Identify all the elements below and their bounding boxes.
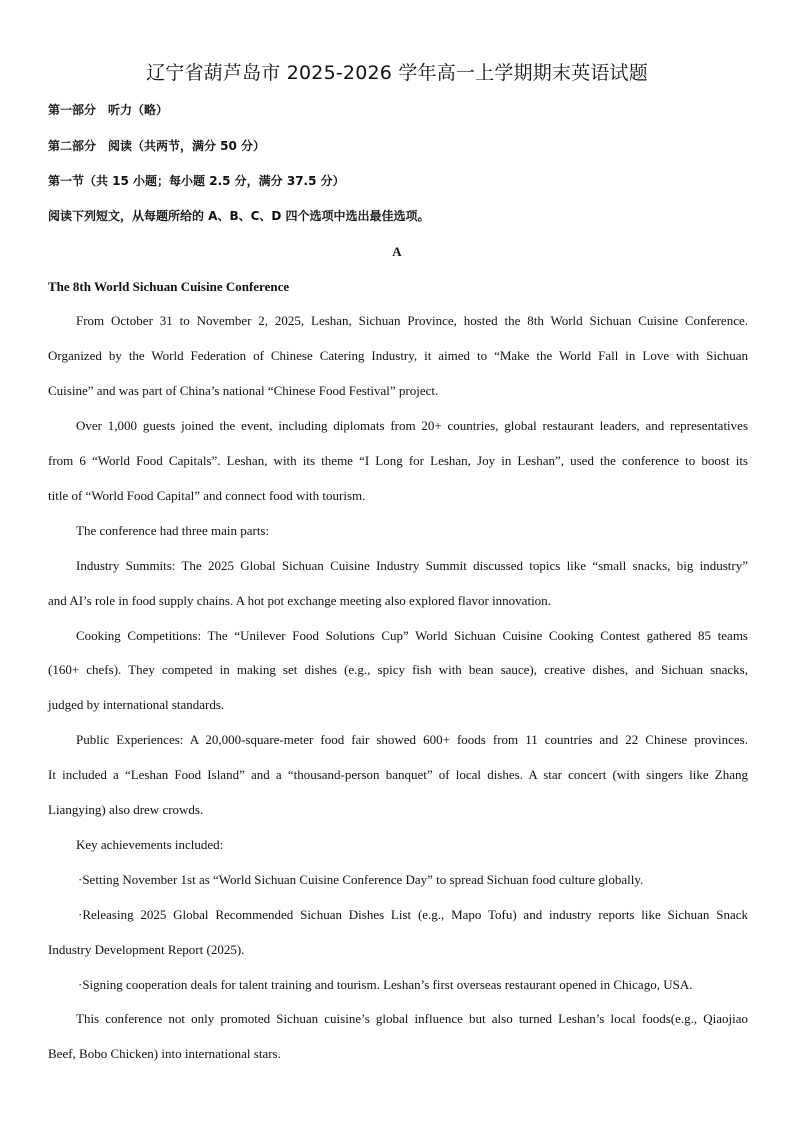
passage-line: from 6 “World Food Capitals”. Leshan, with its theme “I Long for Leshan, Joy in Leshan”, used the conference to boost its xyxy=(48,453,748,468)
passage-line: Beef, Bobo Chicken) into international stars. xyxy=(48,1046,281,1061)
passage-line: (160+ chefs). They competed in making set dishes (e.g., spicy fish with bean sauce), creative dishes, and Sichuan snacks, xyxy=(48,662,748,677)
passage-line: ·Releasing 2025 Global Recommended Sichuan Dishes List (e.g., Mapo Tofu) and industry reports like Sichuan Snack xyxy=(78,907,748,922)
passage-line: ·Setting November 1st as “World Sichuan Cuisine Conference Day” to spread Sichuan food culture globally. xyxy=(78,872,644,887)
passage-line: From October 31 to November 2, 2025, Leshan, Sichuan Province, hosted the 8th World Sichuan Cuisine Conference. xyxy=(76,313,748,328)
passage-line: Cuisine” and was part of China’s national “Chinese Food Festival” project. xyxy=(48,383,439,398)
section-part1-listening: 第一部分 听力（略） xyxy=(48,103,169,117)
passage-heading: The 8th World Sichuan Cuisine Conference xyxy=(48,279,290,294)
passage-line: This conference not only promoted Sichuan cuisine’s global influence but also turned Leshan’s local foods(e.g., Qiaojiao xyxy=(76,1011,748,1026)
passage-line: Industry Development Report (2025). xyxy=(48,942,245,957)
passage-line: Over 1,000 guests joined the event, including diplomats from 20+ countries, global restaurant leaders, and representatives xyxy=(76,418,748,433)
section-1-header: 第一节（共 15 小题；每小题 2.5 分，满分 37.5 分） xyxy=(48,174,345,188)
passage-line: The conference had three main parts: xyxy=(76,523,270,538)
passage-line: judged by international standards. xyxy=(48,697,225,712)
passage-line: Public Experiences: A 20,000-square-meter food fair showed 600+ foods from 11 countries and 22 Chinese provinces. xyxy=(76,732,748,747)
passage-line: Organized by the World Federation of Chinese Catering Industry, it aimed to “Make the World Fall in Love with Sichuan xyxy=(48,348,748,363)
section-part2-reading: 第二部分 阅读（共两节，满分 50 分） xyxy=(48,139,266,153)
passage-line: and AI’s role in food supply chains. A hot pot exchange meeting also explored flavor innovation. xyxy=(48,593,551,608)
reading-instruction: 阅读下列短文，从每题所给的 A、B、C、D 四个选项中选出最佳选项。 xyxy=(48,209,430,223)
passage-line: Liangying) also drew crowds. xyxy=(48,802,204,817)
passage-line: Cooking Competitions: The “Unilever Food Solutions Cup” World Sichuan Cuisine Cooking Contest gathered 85 teams xyxy=(76,628,748,643)
passage-line: Industry Summits: The 2025 Global Sichuan Cuisine Industry Summit discussed topics like “small snacks, big industry” xyxy=(76,558,748,573)
passage-line: It included a “Leshan Food Island” and a “thousand-person banquet” of local dishes. A star concert (with singers like Zhang xyxy=(48,767,748,782)
passage-line: ·Signing cooperation deals for talent training and tourism. Leshan’s first overseas restaurant opened in Chicago, USA. xyxy=(78,977,693,992)
passage-line: title of “World Food Capital” and connect food with tourism. xyxy=(48,488,366,503)
passage-label: A xyxy=(392,244,402,259)
passage-line: Key achievements included: xyxy=(76,837,224,852)
exam-title: 辽宁省葫芦岛市 2025-2026 学年高一上学期期末英语试题 xyxy=(146,62,648,84)
